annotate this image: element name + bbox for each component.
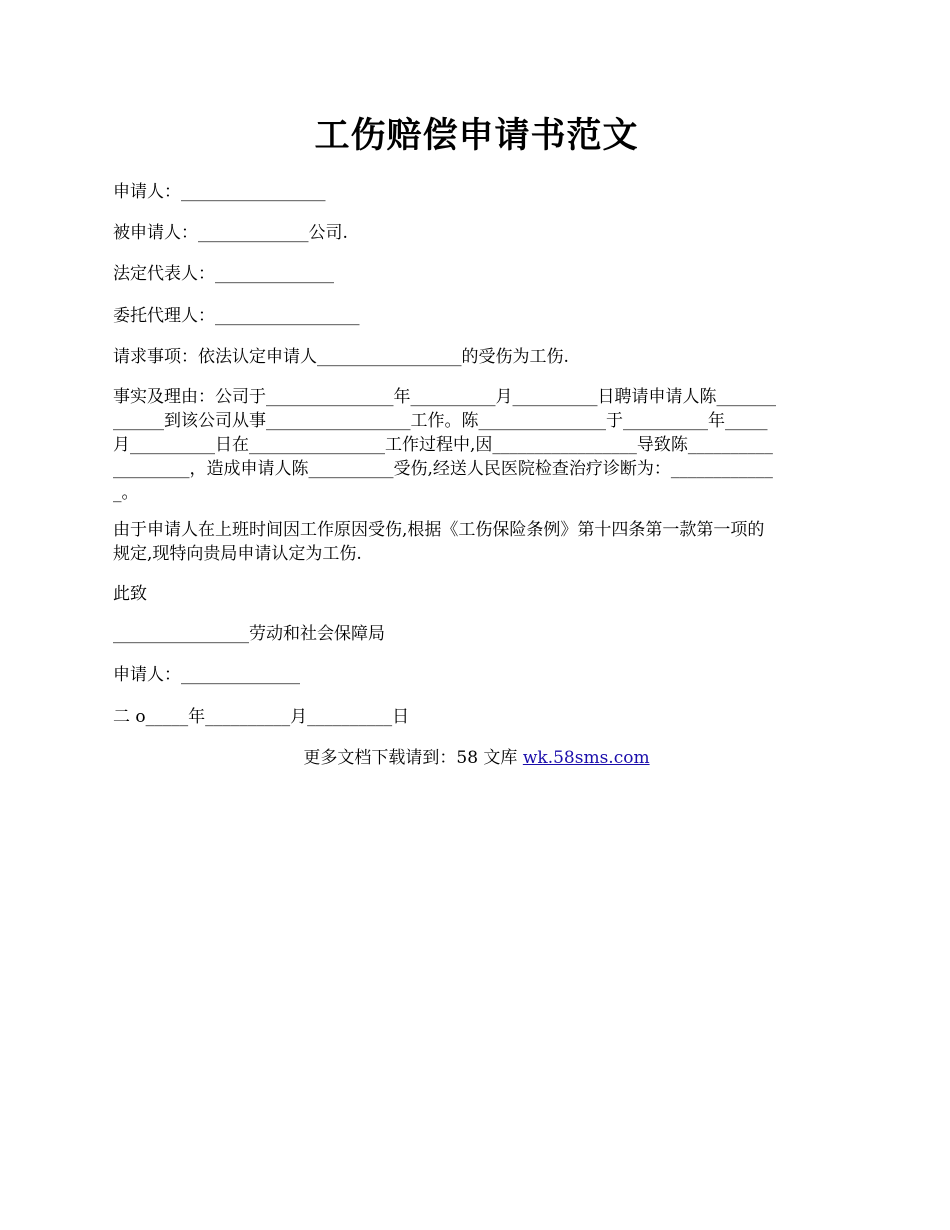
request-line: 请求事项：依法认定申请人_________________的受伤为工伤. xyxy=(113,347,569,367)
reason-paragraph xyxy=(113,518,840,566)
signature-line: 申请人：______________ xyxy=(113,665,300,685)
bureau-line: ________________劳动和社会保障局 xyxy=(113,624,385,644)
reason-row: 由于申请人在上班时间因工作原因受伤,根据《工伤保险条例》第十四条第一款第一项的 xyxy=(113,520,765,540)
footer-link[interactable]: wk.58sms.com xyxy=(522,748,650,768)
footer xyxy=(113,746,840,770)
facts-row: ______到该公司从事_________________工作。陈_______________于__________年_____ xyxy=(113,411,768,431)
document-title: 工伤赔偿申请书范文 xyxy=(314,115,639,156)
legal-representative-line: 法定代表人：______________ xyxy=(113,264,334,284)
facts-paragraph xyxy=(113,385,840,505)
closing-line: 此致 xyxy=(113,584,147,604)
footer-text: 更多文档下载请到：58 文库 xyxy=(303,748,523,768)
applicant-line: 申请人：_________________ xyxy=(113,182,326,202)
facts-row: 事实及理由：公司于_______________年__________月__________日聘请申请人陈_______ xyxy=(113,387,776,407)
reason-row: 规定,现特向贵局申请认定为工伤. xyxy=(113,544,362,564)
facts-row: 月__________日在________________工作过程中,因_________________导致陈__________ xyxy=(113,435,773,455)
date-line: 二 o_____年__________月__________日 xyxy=(113,707,410,727)
facts-row: _________，造成申请人陈__________受伤,经送人民医院检查治疗诊断为：____________ xyxy=(113,459,773,479)
respondent-line: 被申请人：_____________公司. xyxy=(113,223,348,243)
facts-row: _。 xyxy=(113,483,139,503)
agent-line: 委托代理人：_________________ xyxy=(113,306,360,326)
